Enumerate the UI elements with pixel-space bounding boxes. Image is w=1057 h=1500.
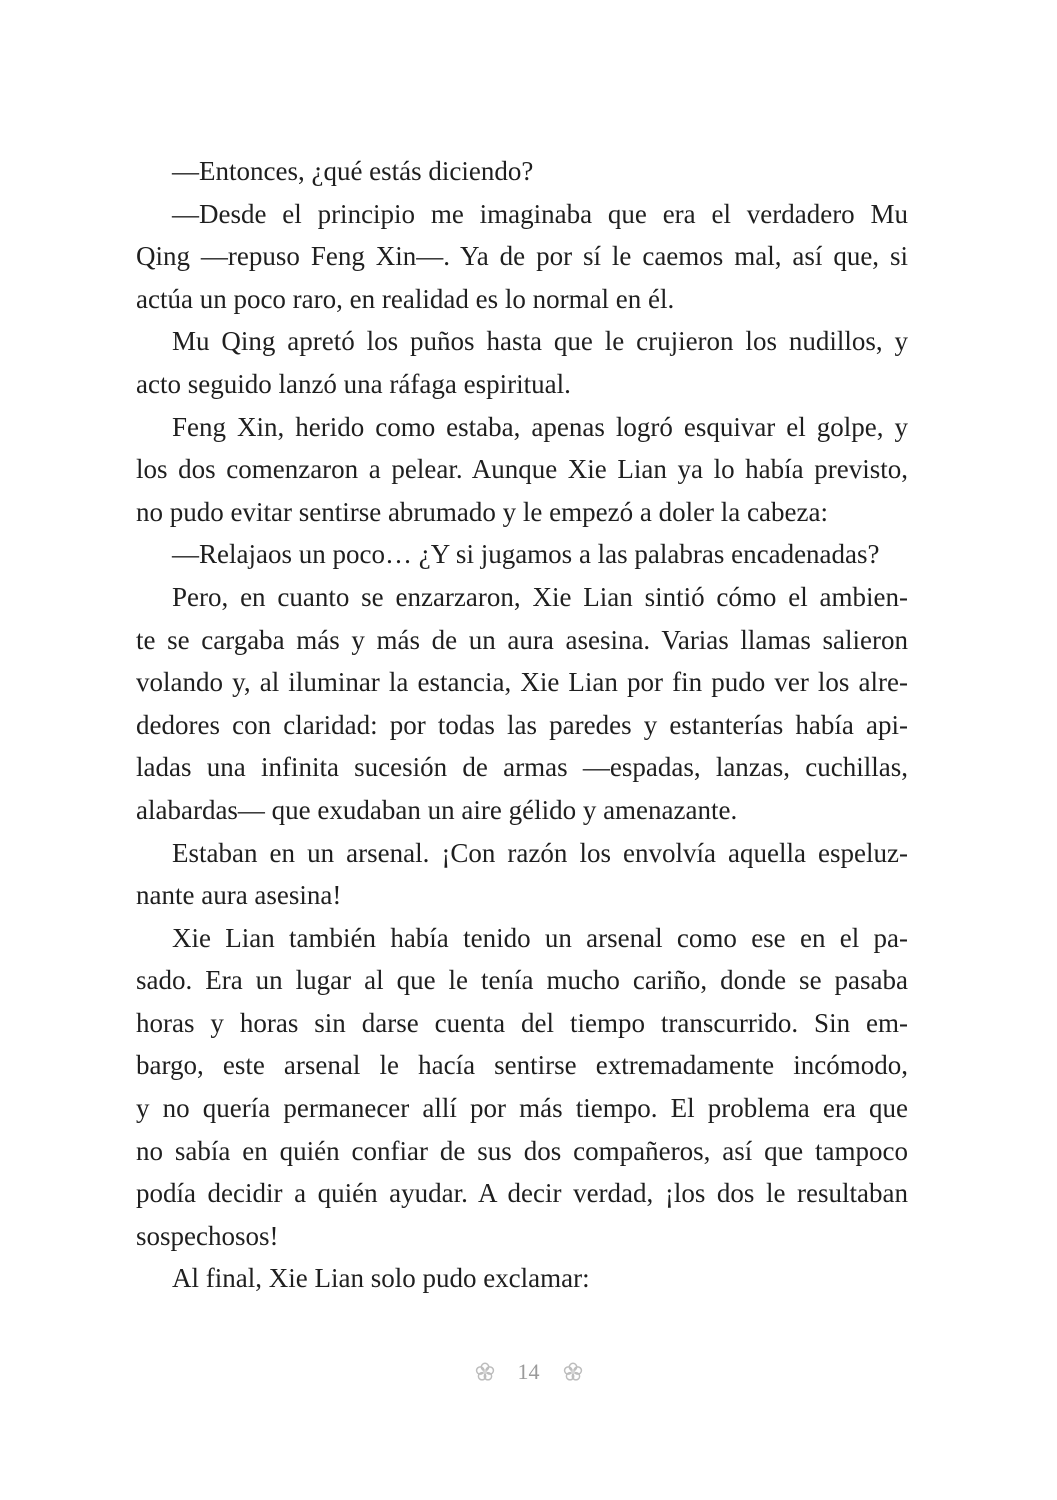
flower-ornament-icon [562,1361,584,1383]
text-line: Qing —repuso Feng Xin—. Ya de por sí le caemos mal, así que, si [136,241,908,272]
text-line: volando y, al iluminar la estancia, Xie Lian por fin pudo ver los alre- [136,667,908,698]
text-line: —Relajaos un poco… ¿Y si jugamos a las palabras encadenadas? [172,539,880,570]
flower-ornament-icon [474,1361,496,1383]
paragraph [136,917,908,1258]
paragraph [136,533,908,576]
text-line: dedores con claridad: por todas las paredes y estanterías había api- [136,709,908,740]
paragraph [136,1257,908,1300]
paragraph [136,150,908,193]
text-line: acto seguido lanzó una ráfaga espiritual. [136,368,571,399]
text-line: ladas una infinita sucesión de armas —espadas, lanzas, cuchillas, [136,752,908,783]
text-line: bargo, este arsenal le hacía sentirse extremadamente incómodo, [136,1050,908,1081]
text-line: podía decidir a quién ayudar. A decir verdad, ¡los dos le resultaban [136,1178,908,1209]
text-line: Feng Xin, herido como estaba, apenas logró esquivar el golpe, y [172,411,908,442]
text-line: no pudo evitar sentirse abrumado y le empezó a doler la cabeza: [136,496,828,527]
text-line: sado. Era un lugar al que le tenía mucho cariño, donde se pasaba [136,965,908,996]
body-text [136,150,908,1300]
text-line: Pero, en cuanto se enzarzaron, Xie Lian sintió cómo el ambien- [172,581,908,612]
paragraph [136,406,908,534]
text-line: —Entonces, ¿qué estás diciendo? [172,156,534,186]
paragraph [136,193,908,321]
paragraph [136,832,908,917]
text-line: Xie Lian también había tenido un arsenal como ese en el pa- [172,922,908,953]
text-line: te se cargaba más y más de un aura asesina. Varias llamas salieron [136,624,908,655]
text-line: horas y horas sin darse cuenta del tiempo transcurrido. Sin em- [136,1007,908,1038]
text-line: Estaban en un arsenal. ¡Con razón los envolvía aquella espeluz- [172,837,908,868]
text-line: y no quería permanecer allí por más tiempo. El problema era que [136,1093,908,1124]
text-line: actúa un poco raro, en realidad es lo normal en él. [136,283,675,314]
page-footer [0,1354,1057,1390]
text-line: Al final, Xie Lian solo pudo exclamar: [172,1263,590,1294]
text-line: —Desde el principio me imaginaba que era el verdadero Mu [172,198,908,229]
text-line: no sabía en quién confiar de sus dos compañeros, así que tampoco [136,1135,908,1166]
text-line: nante aura asesina! [136,880,342,911]
paragraph [136,576,908,832]
text-line: alabardas— que exudaban un aire gélido y amenazante. [136,794,738,825]
text-line: Mu Qing apretó los puños hasta que le crujieron los nudillos, y [172,326,908,357]
text-line: sospechosos! [136,1220,279,1251]
paragraph [136,320,908,405]
page-number: 14 [517,1359,540,1384]
text-line: los dos comenzaron a pelear. Aunque Xie Lian ya lo había previsto, [136,454,908,485]
